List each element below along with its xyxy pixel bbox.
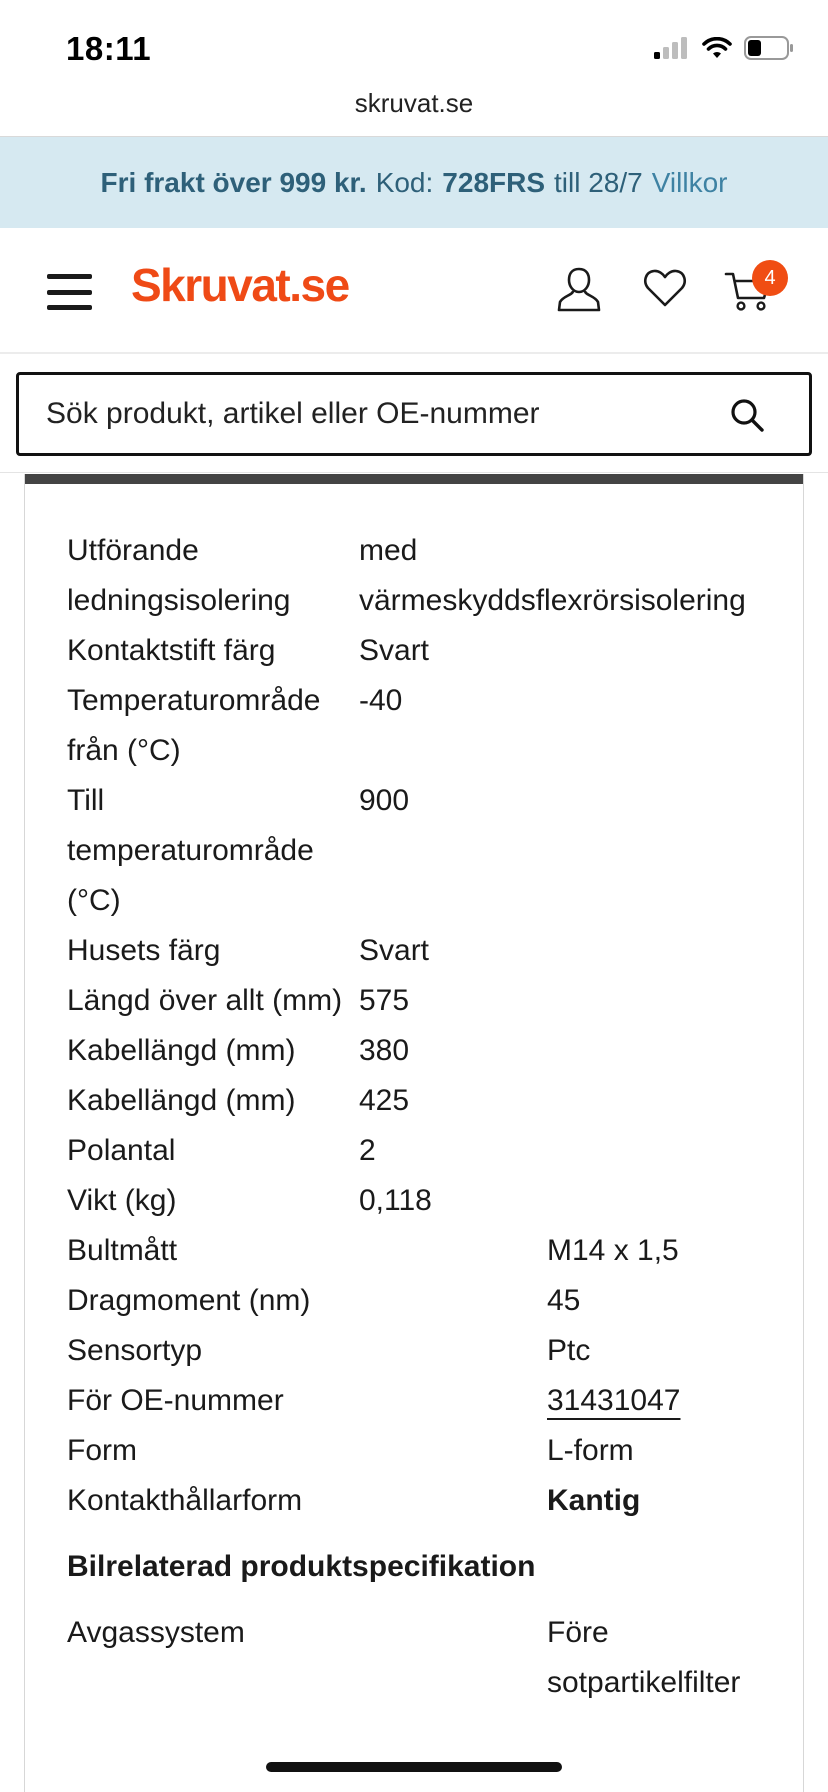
status-time: 18:11 bbox=[66, 30, 152, 67]
spec-value: Ptc bbox=[547, 1334, 591, 1367]
spec-label: Kontaktstift färg bbox=[67, 634, 276, 667]
product-spec-card bbox=[24, 474, 804, 1792]
menu-icon[interactable] bbox=[47, 274, 92, 310]
promo-free-shipping: Fri frakt över 999 kr. bbox=[100, 166, 367, 198]
oe-number-link[interactable]: 31431047 bbox=[547, 1384, 681, 1417]
vehicle-spec-heading: Bilrelaterad produktspecifikation bbox=[67, 1550, 536, 1583]
status-bar bbox=[0, 0, 828, 100]
spec-label: Husets färg bbox=[67, 934, 221, 967]
heart-icon[interactable] bbox=[643, 266, 687, 310]
spec-value: 380 bbox=[359, 1034, 410, 1067]
spec-value: L-form bbox=[547, 1434, 634, 1467]
spec-value: Svart bbox=[359, 934, 430, 967]
spec-row bbox=[67, 1376, 797, 1426]
spec-row bbox=[67, 1276, 797, 1326]
spec-label: Dragmoment (nm) bbox=[67, 1284, 311, 1317]
spec-label: Bultmått bbox=[67, 1234, 178, 1267]
browser-url[interactable]: skruvat.se bbox=[354, 88, 474, 118]
promo-terms-link[interactable]: Villkor bbox=[651, 166, 728, 198]
promo-date: till 28/7 bbox=[554, 166, 643, 198]
spec-label: Temperaturområde från (°C) bbox=[67, 684, 321, 767]
spec-value: Före sotpartikelfilter bbox=[547, 1616, 741, 1699]
promo-code: 728FRS bbox=[442, 166, 546, 198]
spec-label: Form bbox=[67, 1434, 137, 1467]
status-icons bbox=[654, 36, 794, 60]
spec-label: Utförande ledningsisolering bbox=[67, 534, 291, 617]
spec-label: Avgassystem bbox=[67, 1616, 245, 1649]
spec-row bbox=[67, 1226, 797, 1276]
spec-row bbox=[67, 626, 797, 676]
battery-icon bbox=[744, 36, 794, 60]
spec-row bbox=[67, 1476, 797, 1526]
spec-row bbox=[67, 1608, 797, 1708]
spec-row bbox=[67, 1076, 797, 1126]
home-indicator[interactable] bbox=[266, 1762, 562, 1772]
spec-value: 2 bbox=[359, 1134, 376, 1167]
spec-row bbox=[67, 526, 797, 626]
wifi-icon bbox=[702, 37, 732, 59]
spec-label: Sensortyp bbox=[67, 1334, 203, 1367]
spec-label: Kontakthållarform bbox=[67, 1484, 303, 1517]
spec-value: -40 bbox=[359, 684, 403, 717]
card-top-bar bbox=[25, 474, 803, 484]
spec-value: med värmeskyddsflexrörsisolering bbox=[359, 534, 746, 617]
spec-row bbox=[67, 1326, 797, 1376]
spec-value: Svart bbox=[359, 634, 430, 667]
user-icon[interactable] bbox=[556, 266, 602, 312]
spec-label: Kabellängd (mm) bbox=[67, 1084, 296, 1117]
spec-value: 900 bbox=[359, 784, 410, 817]
site-logo[interactable]: Skruvat.se bbox=[131, 259, 349, 311]
cart-count-badge: 4 bbox=[752, 260, 788, 296]
spec-label: Till temperaturområde (°C) bbox=[67, 784, 314, 917]
spec-value: Kantig bbox=[547, 1484, 641, 1517]
site-header bbox=[0, 228, 828, 354]
spec-row bbox=[67, 1126, 797, 1176]
promo-banner bbox=[0, 137, 828, 228]
spec-label: Vikt (kg) bbox=[67, 1184, 177, 1217]
spec-label: Längd över allt (mm) bbox=[67, 984, 343, 1017]
search-icon[interactable] bbox=[729, 397, 765, 433]
spec-value: 575 bbox=[359, 984, 410, 1017]
spec-row bbox=[67, 1176, 797, 1226]
spec-label: För OE-nummer bbox=[67, 1384, 284, 1417]
search-box bbox=[16, 372, 812, 456]
spec-table bbox=[67, 526, 797, 1708]
spec-value: M14 x 1,5 bbox=[547, 1234, 679, 1267]
spec-row bbox=[67, 926, 797, 976]
search-input[interactable] bbox=[46, 397, 706, 431]
spec-value: 0,118 bbox=[359, 1184, 432, 1217]
spec-row bbox=[67, 1426, 797, 1476]
spec-row bbox=[67, 1026, 797, 1076]
spec-value: 45 bbox=[547, 1284, 581, 1317]
signal-icon bbox=[654, 37, 690, 59]
spec-row bbox=[67, 976, 797, 1026]
spec-label: Kabellängd (mm) bbox=[67, 1034, 296, 1067]
spec-row bbox=[67, 776, 797, 926]
spec-value: 425 bbox=[359, 1084, 410, 1117]
spec-label: Polantal bbox=[67, 1134, 176, 1167]
promo-code-label: Kod: bbox=[375, 166, 434, 198]
spec-row bbox=[67, 676, 797, 776]
content-divider bbox=[0, 472, 828, 473]
